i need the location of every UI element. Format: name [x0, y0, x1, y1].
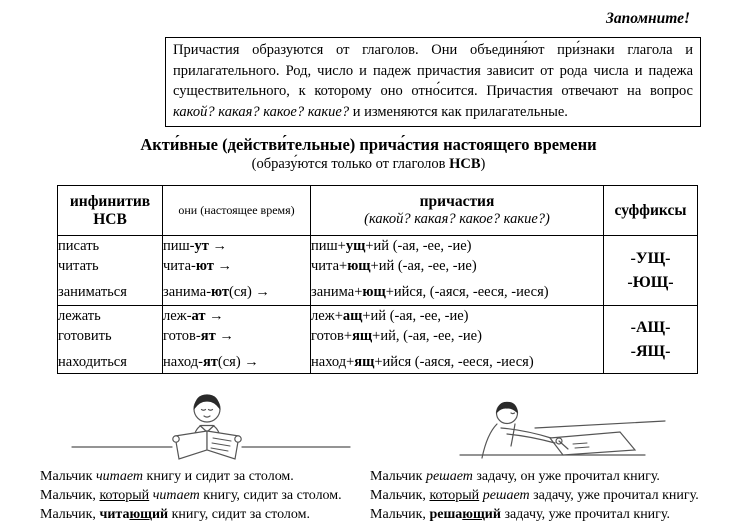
participle-form: чита+ющ+ий (-ая, -ее, -ие) [311, 258, 477, 274]
sentence: Мальчик решает задачу, он уже прочитал книгу. [370, 469, 660, 484]
table-row [58, 236, 698, 306]
sentence: Мальчик читает книгу и сидит за столом. [40, 469, 294, 484]
suffix-cell [604, 306, 698, 374]
participle-table [57, 185, 698, 374]
suffix-label: -ЮЩ- [627, 273, 674, 291]
infinitive-item: находиться [58, 354, 127, 370]
page-title: Акти́вные (действи́тельные) прича́стия настоящего времени [140, 135, 597, 154]
participle-form: леж+ащ+ий (-ая, -ее, -ие) [311, 308, 469, 324]
participle-form: занима+ющ+ийся, (-аяся, -ееся, -иеся) [311, 284, 549, 300]
sentence: Мальчик, который решает задачу, уже прочитал книгу. [370, 488, 699, 503]
header-infinitive-line2: НСВ [93, 210, 127, 228]
participle-form: наход+ящ+ийся (-аяся, -ееся, -иеся) [311, 354, 534, 370]
present-form: готов-ят → [163, 328, 234, 344]
sentence: Мальчик, читающий книгу, сидит за столом. [40, 507, 310, 522]
present-form: чита-ют → [163, 258, 232, 274]
example-sentences-left [40, 467, 342, 524]
present-form: пиш-ут → [163, 238, 228, 254]
header-suffixes: суффиксы [604, 186, 698, 236]
infinitive-item: лежать [58, 308, 101, 324]
suffix-cell [604, 236, 698, 306]
header-participles [311, 186, 604, 236]
infinitive-item: готовить [58, 328, 112, 344]
present-tense-cell [163, 306, 311, 374]
sentence: Мальчик, решающий задачу, уже прочитал книгу. [370, 507, 671, 522]
infinitive-cell [58, 306, 163, 374]
infinitive-cell [58, 236, 163, 306]
participle-form: готов+ящ+ий, (-ая, -ее, -ие) [311, 328, 482, 344]
participle-form: пиш+ущ+ий (-ая, -ее, -ие) [311, 238, 472, 254]
header-participles-title: причастия [419, 193, 495, 210]
table-row [58, 306, 698, 374]
infinitive-item: заниматься [58, 284, 127, 300]
infinitive-item: писать [58, 238, 100, 254]
suffix-label: -АЩ- [630, 318, 671, 336]
suffix-label: -ЯЩ- [630, 342, 671, 360]
header-infinitive [58, 186, 163, 236]
boy-writing-illustration [455, 398, 675, 464]
example-sentences-right [370, 467, 699, 524]
participle-cell [311, 236, 604, 306]
suffix-label: -УЩ- [630, 249, 671, 267]
intro-box [165, 37, 701, 127]
header-infinitive-line1: инфинитив [69, 192, 151, 210]
present-form: леж-ат → [163, 308, 224, 324]
page-subtitle: (образу́ются только от глаголов НСВ) [251, 156, 486, 172]
sentence: Мальчик, который читает книгу, сидит за столом. [40, 488, 342, 503]
infinitive-item: читать [58, 258, 99, 274]
present-form: занима-ют(ся) → [163, 284, 270, 300]
header-participles-questions: (какой? какая? какое? какие?) [364, 211, 550, 227]
boy-reading-illustration [65, 388, 360, 466]
present-tense-cell [163, 236, 311, 306]
participle-cell [311, 306, 604, 374]
present-form: наход-ят(ся) → [163, 354, 259, 370]
intro-text: Причастия образуются от глаголов. Они объединя́ют при́знаки глагола и прилагательного. Род, число и падеж причастия зависит от рода числа и падежа существительного, к которому оно отно́сится. Причастия отвечают на вопрос какой? какая? какое? какие? и изменяются как прилагательные. [173, 42, 693, 120]
remember-heading: Запомните! [605, 10, 690, 27]
table-header-row [58, 186, 698, 236]
header-present-tense: они (настоящее время) [163, 186, 311, 236]
